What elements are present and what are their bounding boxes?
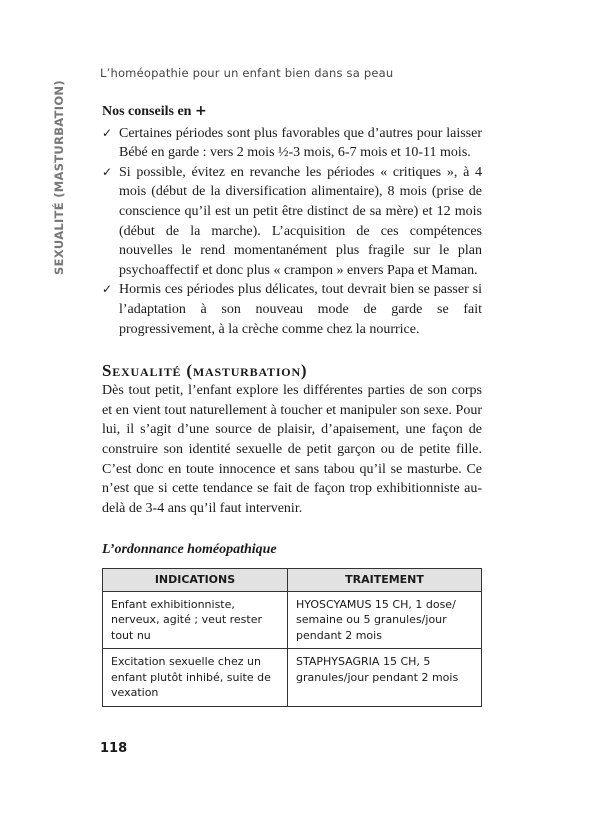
advice-item (102, 280, 482, 339)
page-number: 118 (100, 741, 128, 756)
treatment-cell: STAPHYSAGRIA 15 CH, 5 granules/jour pendant 2 mois (288, 649, 482, 707)
checkmark-icon: ✓ (102, 164, 113, 179)
table-row (103, 591, 482, 649)
advice-heading (102, 102, 482, 122)
advice-item-text: Si possible, évitez en revanche les périodes « critiques », à 4 mois (début de la diversification alimentaire), 8 mois (prise de conscience qu’il est un petit être distinct de sa mère) et 12 mois (début de la marche). L’acquisition de ces compétences nouvelles le rend momentanément plus fragile sur le plan psychoaffectif et donc plus « crampon » envers Papa et Maman. (119, 164, 482, 278)
prescription-title: L’ordonnance homéopathique (102, 542, 277, 558)
page-content (102, 102, 482, 707)
treatment-cell: HYOSCYAMUS 15 CH, 1 dose/ semaine ou 5 granules/jour pendant 2 mois (288, 591, 482, 649)
advice-heading-text: Nos conseils en (102, 104, 192, 119)
prescription-table (102, 568, 482, 707)
advice-item (102, 124, 482, 163)
advice-item-text: Certaines périodes sont plus favorables que d’autres pour laisser Bébé en garde : vers 2 mois ½-3 mois, 6-7 mois et 10-11 mois. (119, 125, 482, 161)
table-header-row (103, 568, 482, 591)
checkmark-icon: ✓ (102, 282, 113, 297)
advice-item (102, 163, 482, 281)
indication-cell: Excitation sexuelle chez un enfant plutôt inhibé, suite de vexation (103, 649, 288, 707)
advice-list (102, 124, 482, 340)
column-header-indications: INDICATIONS (103, 568, 288, 591)
advice-item-text: Hormis ces périodes plus délicates, tout devrait bien se passer si l’adaptation à son nouveau mode de garde se fait progressivement, à la crèche comme chez la nourrice. (119, 282, 482, 337)
indication-cell: Enfant exhibitionniste, nerveux, agité ; veut rester tout nu (103, 591, 288, 649)
section-title: Sexualité (masturbation) (102, 361, 308, 381)
column-header-treatment: TRAITEMENT (288, 568, 482, 591)
side-tab-section-label: SEXUALITÉ (MASTURBATION) (52, 80, 66, 275)
plus-icon: + (194, 103, 207, 119)
running-header: L’homéopathie pour un enfant bien dans sa peau (100, 66, 394, 80)
checkmark-icon: ✓ (102, 125, 113, 140)
section-body: Dès tout petit, l’enfant explore les différentes parties de son corps et en vient tout naturellement à toucher et manipuler son sexe. Pour lui, il s’agit d’une source de plaisir, d’apaisement, une façon de construire son identité sexuelle de petit garçon ou de petite fille. C’est donc en toute innocence et sans tabou qu’il se masturbe. Ce n’est que si cette tendance se fait de façon trop exhibitionniste au-delà de 3-4 ans qu’il faut intervenir. (102, 383, 482, 516)
table-row (103, 649, 482, 707)
